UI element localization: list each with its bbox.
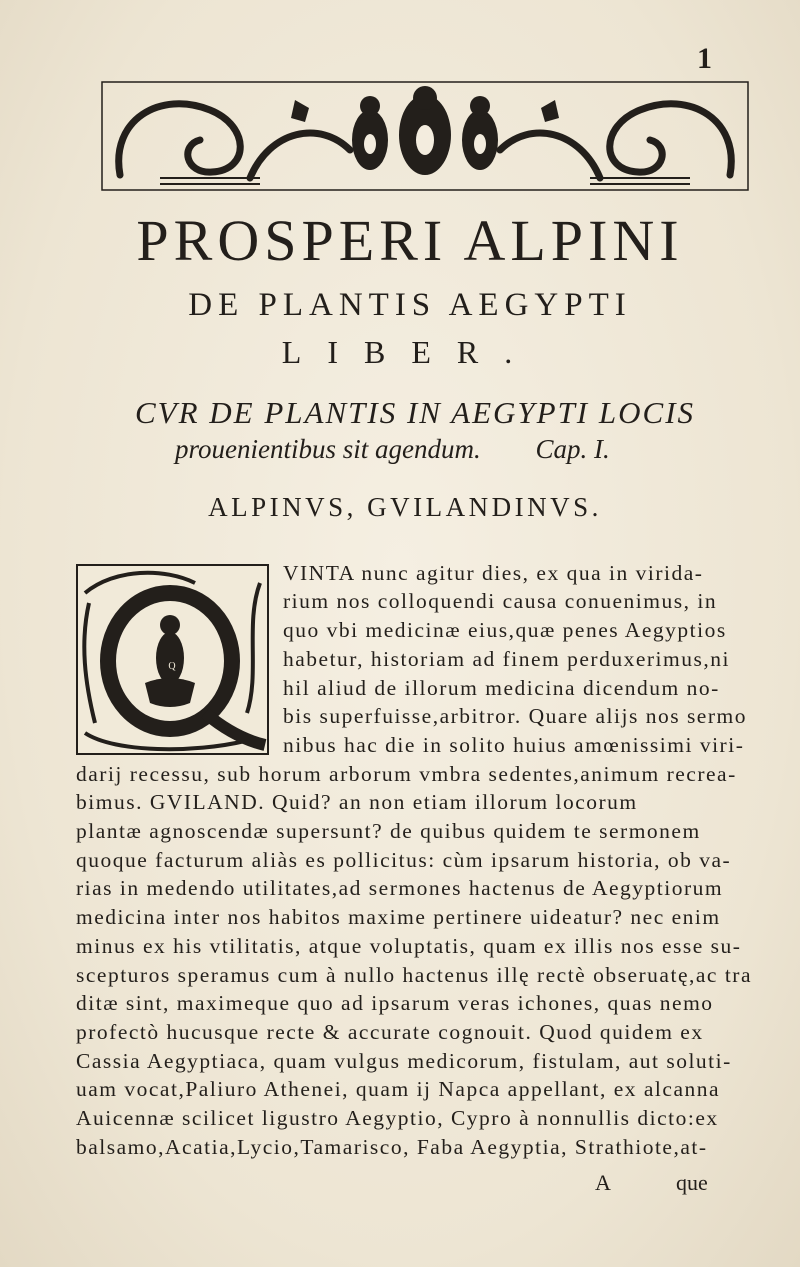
catchword: que — [676, 1170, 708, 1195]
body-line: Cassia Aegyptiaca, quam vulgus medicorum, fistulam, aut soluti- — [76, 1049, 732, 1073]
body-line: bis superfuisse,arbitror. Quare alijs nos sermo — [283, 704, 747, 728]
body-line: rias in medendo utilitates,ad sermones hactenus de Aegyptiorum — [76, 876, 724, 900]
body-line: quo vbi medicinæ eius,quæ penes Aegyptios — [283, 618, 727, 642]
body-line: habetur, historiam ad finem perduxerimus,ni — [283, 647, 730, 671]
page-title: PROSPERI ALPINI — [136, 208, 684, 273]
chapter-subheading-line — [175, 436, 735, 463]
chapter-heading: CVR DE PLANTIS IN AEGYPTI LOCIS — [134, 395, 696, 430]
body-line: plantæ agnoscendæ supersunt? de quibus quidem te sermonem — [76, 819, 701, 843]
page-number: 1 — [697, 42, 712, 75]
body-line: VINTA nunc agitur dies, ex qua in virida- — [283, 561, 704, 585]
body-line: hil aliud de illorum medicina dicendum no- — [283, 676, 720, 700]
work-title: DE PLANTIS AEGYPTI — [188, 287, 632, 323]
headpiece-ornament — [100, 80, 750, 192]
body-line: Auicennæ scilicet ligustro Aegyptio, Cypro à nonnullis dicto:ex — [76, 1106, 719, 1130]
body-line: ditæ sint, maximeque quo ad ipsarum veras ichones, quas nemo — [76, 991, 714, 1015]
book-label: LIBER. — [281, 334, 539, 370]
historiated-initial — [75, 563, 270, 756]
body-line: scepturos speramus cum à nullo hactenus illę rectè obseruatę,ac tra — [76, 963, 752, 987]
body-line: bimus. GVILAND. Quid? an non etiam illorum locorum — [76, 790, 638, 814]
body-line: darij recessu, sub horum arborum vmbra sedentes,animum recrea- — [76, 762, 737, 786]
body-line: profectò hucusque recte & accurate cognouit. Quod quidem ex — [76, 1020, 704, 1044]
initial-letter: Q — [168, 661, 176, 672]
body-line: uam vocat,Paliuro Athenei, quam ij Napca appellant, ex alcanna — [76, 1077, 721, 1101]
chapter-number: Cap. I. — [535, 434, 610, 464]
body-line: minus ex his vtilitatis, atque voluptatis, quam ex illis nos esse su- — [76, 934, 742, 958]
body-line: balsamo,Acatia,Lycio,Tamarisco, Faba Aegyptia, Strathiote,at- — [76, 1135, 708, 1159]
body-line: quoque facturum aliàs es pollicitus: cùm ipsarum historia, ob va- — [76, 848, 732, 872]
chapter-subheading: prouenientibus sit agendum. — [175, 434, 481, 464]
body-line: nibus hac die in solito huius amœnissimi viri- — [283, 733, 745, 757]
speakers-heading: ALPINVS, GVILANDINVS. — [208, 492, 602, 522]
body-line: rium nos colloquendi causa conuenimus, in — [283, 589, 718, 613]
signature-mark: A — [595, 1170, 611, 1195]
body-line: medicina inter nos habitos maxime pertinere uideatur? nec enim — [76, 905, 721, 929]
